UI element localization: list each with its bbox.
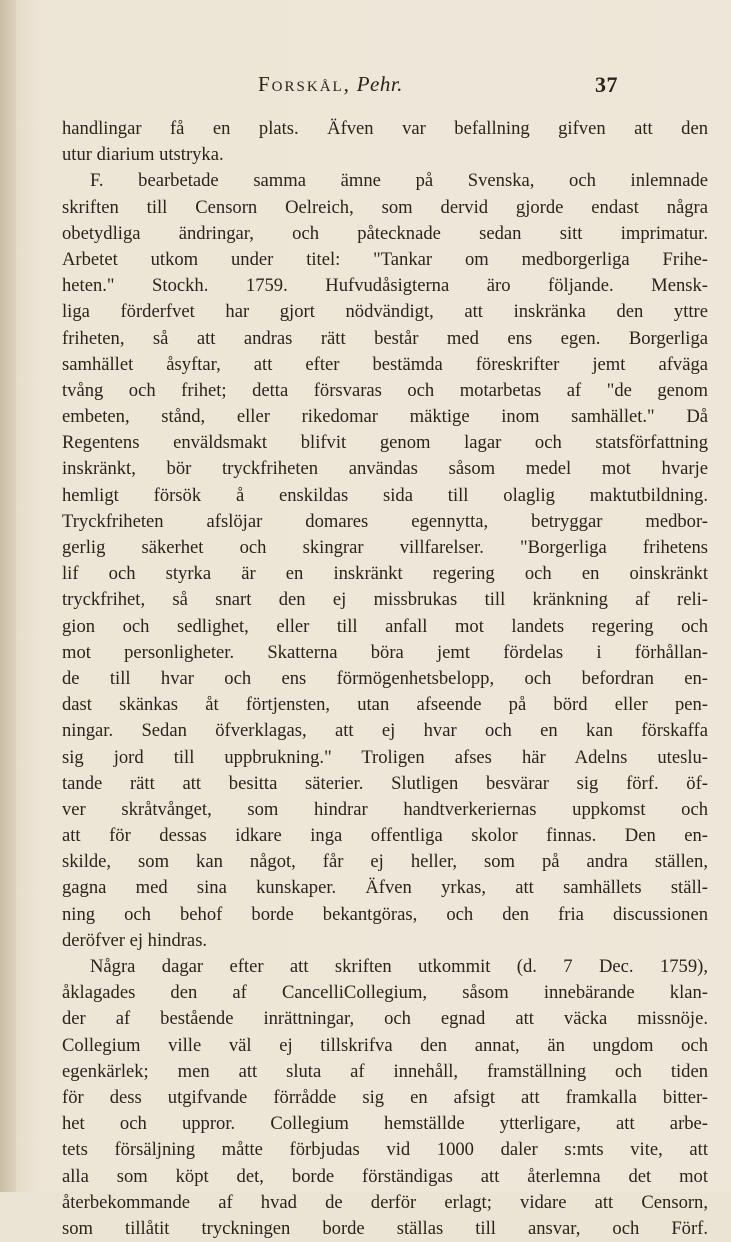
text-line: egenkärlek; men att sluta af innehåll, framställning och tiden [62,1060,708,1082]
text-line: inskränkt, bör tryckfriheten användas såsom medel mot hvarje [62,458,708,480]
text-line: samhället åsyftar, att efter bestämda föreskrifter jemt afväga [62,353,708,375]
text-line: liga förderfvet har gjort nödvändigt, att inskränka den yttre [62,301,708,323]
text-line: tets försäljning måtte förbjudas vid 1000 daler s:mts vite, att [62,1139,708,1161]
running-header [258,72,618,102]
body-text [62,116,708,1242]
text-line: tryckfrihet, så snart den ej missbrukas till kränkning af reli- [62,589,708,611]
text-line: de till hvar och ens förmögenhetsbelopp, och befordran en- [62,667,708,689]
text-line: heten." Stockh. 1759. Hufvudåsigterna äro följande. Mensk- [62,275,708,297]
text-line: att för dessas idkare inga offentliga skolor finnas. Den en- [62,825,708,847]
text-line: alla som köpt det, borde förständigas att återlemna det mot [62,1165,708,1187]
text-line: embeten, stånd, eller rikedomar mäktige inom samhället." Då [62,406,708,428]
text-line: som tillåtit tryckningen borde ställas till ansvar, och Förf. [62,1217,708,1239]
text-line: het och uppror. Collegium hemställde ytterligare, att arbe- [62,1113,708,1135]
text-line: gion och sedlighet, eller till anfall mot landets regering och [62,615,708,637]
text-line: dast skänkas åt förtjensten, utan afseende på börd eller pen- [62,694,708,716]
text-line: återbekommande af hvad de derför erlagt; vidare att Censorn, [62,1191,708,1213]
text-line: F. bearbetade samma ämne på Svenska, och inlemnade [90,170,708,192]
text-line: tande rätt att besitta säterier. Slutligen besvärar sig förf. öf- [62,772,708,794]
text-line: Collegium ville väl ej tillskrifva den annat, än ungdom och [62,1034,708,1056]
header-given-name: Pehr. [356,72,403,96]
text-line: obetydliga ändringar, och påtecknade sedan sitt imprimatur. [62,222,708,244]
text-line: Tryckfriheten afslöjar domares egennytta, betryggar medbor- [62,510,708,532]
header-author: Forskål, [258,72,351,96]
text-line: mot personligheter. Skatterna böra jemt fördelas i förhållan- [62,641,708,663]
binding-gutter [0,0,16,1192]
text-line: gerlig säkerhet och skingrar villfarelser. "Borgerliga frihetens [62,537,708,558]
text-line: hemligt försök å enskildas sida till olaglig maktutbildning. [62,484,708,506]
text-line: utur diarium utstryka. [62,144,224,166]
text-line: Några dagar efter att skriften utkommit (d. 7 Dec. 1759), [90,956,708,977]
text-line: friheten, så att andras rätt består med ens egen. Borgerliga [62,327,708,349]
text-line: ning och behof borde bekantgöras, och den fria discussionen [62,903,708,925]
text-line: skilde, som kan något, får ej heller, som på andra ställen, [62,851,708,873]
text-line: för dess utgifvande förrådde sig en afsigt att framkalla bitter- [62,1086,708,1108]
text-line: tvång och frihet; detta försvaras och motarbetas af "de genom [62,379,708,401]
text-line: ver skråtvånget, som hindrar handtverkeriernas uppkomst och [62,798,708,820]
text-line: åklagades den af CancelliCollegium, såsom innebärande klan- [62,982,708,1004]
text-line: sig jord till uppbrukning." Troligen afses här Adelns uteslu- [62,746,708,768]
text-line: skriften till Censorn Oelreich, som dervid gjorde endast några [62,196,708,218]
text-line: deröfver ej hindras. [62,929,208,951]
page-number: 37 [595,72,618,97]
text-line: Arbetet utkom under titel: "Tankar om medborgerliga Frihe- [62,248,708,270]
text-line: ningar. Sedan öfverklagas, att ej hvar och en kan förskaffa [62,720,708,742]
text-line: Regentens enväldsmakt blifvit genom lagar och statsförfattning [62,432,708,454]
text-line: lif och styrka är en inskränkt regering och en oinskränkt [62,563,708,585]
text-line: gagna med sina kunskaper. Äfven yrkas, att samhällets ställ- [62,877,708,899]
text-line: der af bestående inrättningar, och egnad att väcka missnöje. [62,1008,708,1030]
text-line: handlingar få en plats. Äfven var befallning gifven att den [62,118,708,139]
